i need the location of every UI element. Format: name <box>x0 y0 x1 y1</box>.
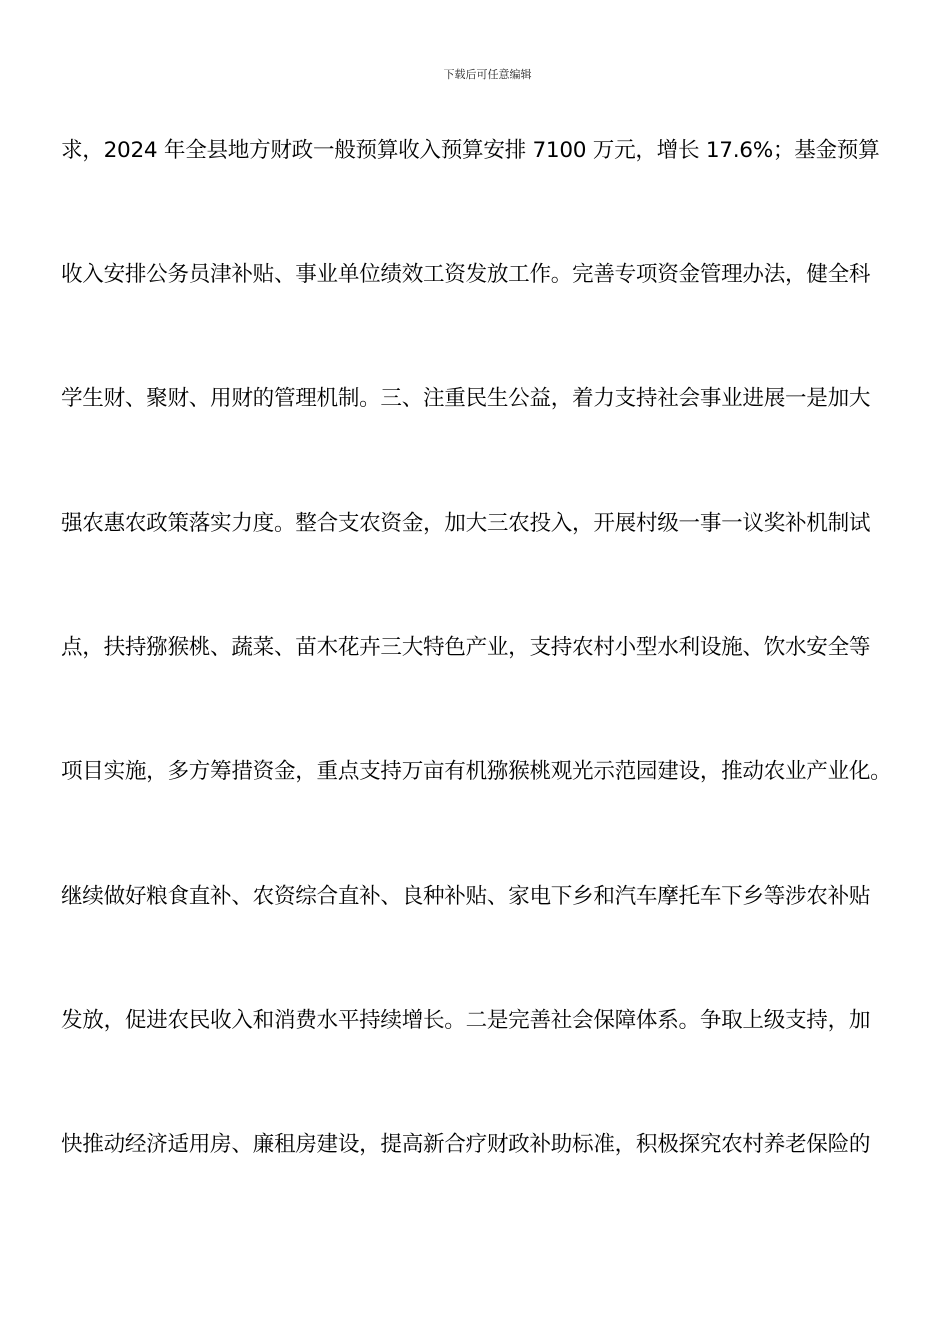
text-line-9: 快推动经济适用房、廉租房建设，提高新合疗财政补助标准，积极探究农村养老保险的 <box>61 1132 871 1157</box>
text-line-2: 收入安排公务员津补贴、事业单位绩效工资发放工作。完善专项资金管理办法，健全科 <box>61 262 871 287</box>
text-line-3: 学生财、聚财、用财的管理机制。三、注重民生公益，着力支持社会事业进展一是加大 <box>61 386 871 411</box>
text-line-6: 项目实施，多方筹措资金，重点支持万亩有机猕猴桃观光示范园建设，推动农业产业化。 <box>61 759 892 784</box>
header-note: 下载后可任意编辑 <box>443 68 532 81</box>
text-line-5: 点，扶持猕猴桃、蔬菜、苗木花卉三大特色产业，支持农村小型水利设施、饮水安全等 <box>61 635 871 660</box>
text-line-8: 发放，促进农民收入和消费水平持续增长。二是完善社会保障体系。争取上级支持，加 <box>61 1008 871 1033</box>
text-line-1: 求，2024 年全县地方财政一般预算收入预算安排 7100 万元，增长 17.6%；基金预算 <box>61 138 880 163</box>
text-line-4: 强农惠农政策落实力度。整合支农资金，加大三农投入，开展村级一事一议奖补机制试 <box>61 511 871 536</box>
text-line-7: 继续做好粮食直补、农资综合直补、良种补贴、家电下乡和汽车摩托车下乡等涉农补贴 <box>61 884 871 909</box>
